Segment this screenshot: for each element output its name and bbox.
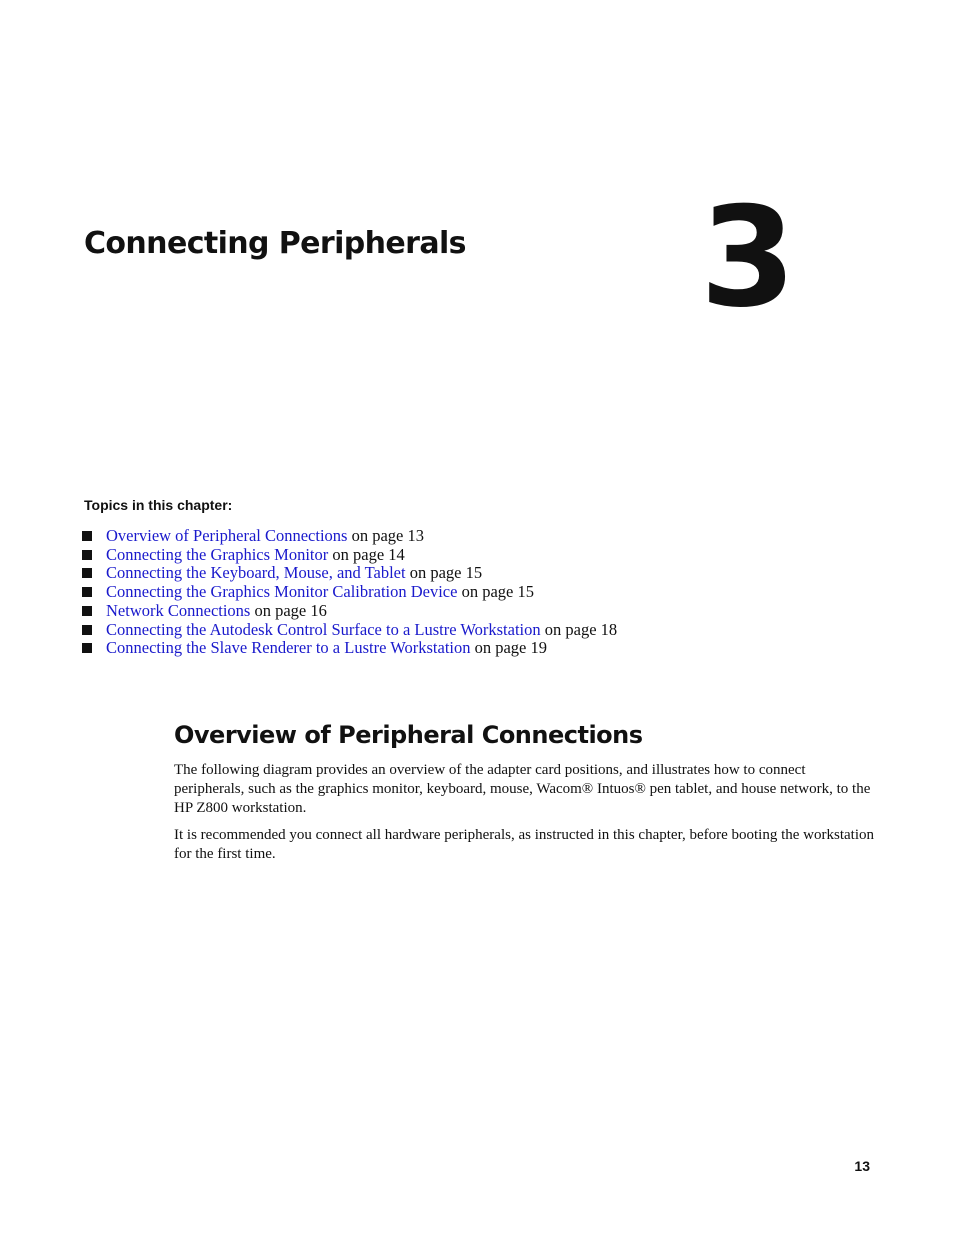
body-paragraph: The following diagram provides an overview of the adapter card positions, and illustrates how to connect peripherals, such as the graphics monitor, keyboard, mouse, Wacom® Intuos® pen tablet, and house network, to the HP Z800 workstation. <box>174 762 871 816</box>
topic-item <box>82 527 617 546</box>
square-bullet-icon <box>82 531 92 541</box>
topic-item <box>82 621 617 640</box>
topic-item <box>82 602 617 621</box>
square-bullet-icon <box>82 587 92 597</box>
topic-page-ref: on page 19 <box>470 638 548 658</box>
topic-link-slave-renderer[interactable]: Connecting the Slave Renderer to a Lustre Workstation <box>106 638 471 658</box>
square-bullet-icon <box>82 550 92 560</box>
square-bullet-icon <box>82 568 92 578</box>
topic-link-graphics-monitor[interactable]: Connecting the Graphics Monitor <box>106 544 329 564</box>
topic-link-network-connections[interactable]: Network Connections <box>106 600 251 620</box>
topic-item <box>82 583 617 602</box>
topic-link-control-surface[interactable]: Connecting the Autodesk Control Surface to a Lustre Workstation <box>106 619 541 639</box>
topic-item <box>82 546 617 565</box>
topic-page-ref: on page 15 <box>457 582 534 602</box>
topics-heading: Topics in this chapter: <box>84 497 233 513</box>
topic-page-ref: on page 16 <box>250 600 327 620</box>
page-number: 13 <box>854 1158 870 1174</box>
topic-page-ref: on page 15 <box>405 563 483 583</box>
topic-item <box>82 564 617 583</box>
body-paragraph: It is recommended you connect all hardware peripherals, as instructed in this chapter, before booting the workstation for the first time. <box>174 827 875 862</box>
square-bullet-icon <box>82 643 92 653</box>
chapter-number: 3 <box>700 177 795 338</box>
topic-page-ref: on page 13 <box>347 526 425 545</box>
topic-list <box>82 527 617 658</box>
section-title: Overview of Peripheral Connections <box>174 721 643 749</box>
topic-item <box>82 639 617 658</box>
chapter-title: Connecting Peripherals <box>84 226 466 261</box>
topic-page-ref: on page 18 <box>540 619 618 639</box>
square-bullet-icon <box>82 606 92 616</box>
topic-link-overview[interactable]: Overview of Peripheral Connections <box>106 526 348 545</box>
topic-link-calibration-device[interactable]: Connecting the Graphics Monitor Calibration Device <box>106 582 458 602</box>
square-bullet-icon <box>82 625 92 635</box>
topic-page-ref: on page 14 <box>328 544 405 564</box>
topic-link-keyboard-mouse-tablet[interactable]: Connecting the Keyboard, Mouse, and Tablet <box>106 563 406 583</box>
